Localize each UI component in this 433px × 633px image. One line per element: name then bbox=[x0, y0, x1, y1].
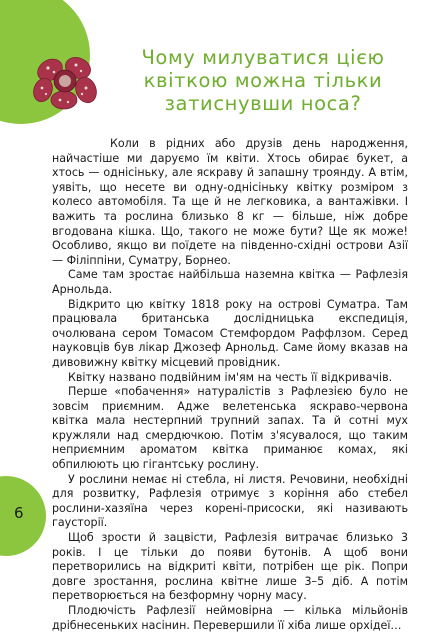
paragraph: Коли в рідних або друзів день народження, найчастіше ми даруємо їм квіти. Хтось обирає букет, а хтось — однісіньку, але яскраву й запашну троянду. А втім, уявіть, що несете ви одну-однісіньку квітку розміром з колесо автомобіля. Та ще й не легковика, а вантажівки. І важить та рослина близько 8 кг — більше, ніж добре вгодована кішка. Що, такого не може бути? Ще як може! Особливо, якщо ви поїдете на південно-східні острови Азії — Філіппіни, Суматру, Борнео. bbox=[52, 137, 408, 267]
title-line: затиснувши носа? bbox=[164, 92, 362, 115]
title-line: квіткою можна тільки bbox=[143, 69, 383, 92]
paragraph: Відкрито цю квітку 1818 року на острові Суматра. Там працювала британська дослідницька експедиція, очолювана сером Томасом Стемфордом Раффлзом. Серед науковців був лікар Джозеф Арнольд. Саме йому вказав на дивовижну квітку місцевий провідник. bbox=[52, 297, 408, 369]
title-line: Чому милуватися цією bbox=[141, 46, 385, 69]
page-title bbox=[104, 46, 422, 115]
paragraph: Саме там зростає найбільша наземна квітка — Рафлезія Арнольда. bbox=[52, 268, 408, 296]
paragraph: Щоб зрости й зацвісти, Рафлезія витрачає близько 3 років. І це тільки до появи бутонів. А щоб вони перетворились на відкриті квіти, потрібен ще рік. Попри довге зростання, рослина квітне лише 3–5 діб. А потім перетворюється на безформну чорну масу. bbox=[52, 531, 408, 603]
paragraph: Квітку названо подвійним ім'ям на честь її відкривачів. bbox=[68, 370, 393, 384]
article-body bbox=[52, 137, 408, 633]
paragraph: У рослини немає ні стебла, ні листя. Речовини, необхідні для розвитку, Рафлезія отримує з коріння або стебел рослини-хазяїна через корені-присоски, які називають гаусторії. bbox=[52, 472, 408, 530]
paragraph: Перше «побачення» натуралістів з Рафлезією було не зовсім приємним. Адже велетенська яскраво-червона квітка мала нестерпний трупний запах. Та й сотні мух кружляли над смердючкою. Потім з'ясувалося, що таким неприємним ароматом квітка приманює комах, які обпилюють цю гігантську рослину. bbox=[52, 385, 408, 472]
page-number: 6 bbox=[14, 504, 24, 522]
paragraph: Плодючість Рафлезії неймовірна — кілька мільйонів дрібнесеньких насінин. Перевершили її хіба лише орхідеї… bbox=[52, 604, 408, 632]
rafflesia-flower-icon bbox=[30, 50, 100, 110]
